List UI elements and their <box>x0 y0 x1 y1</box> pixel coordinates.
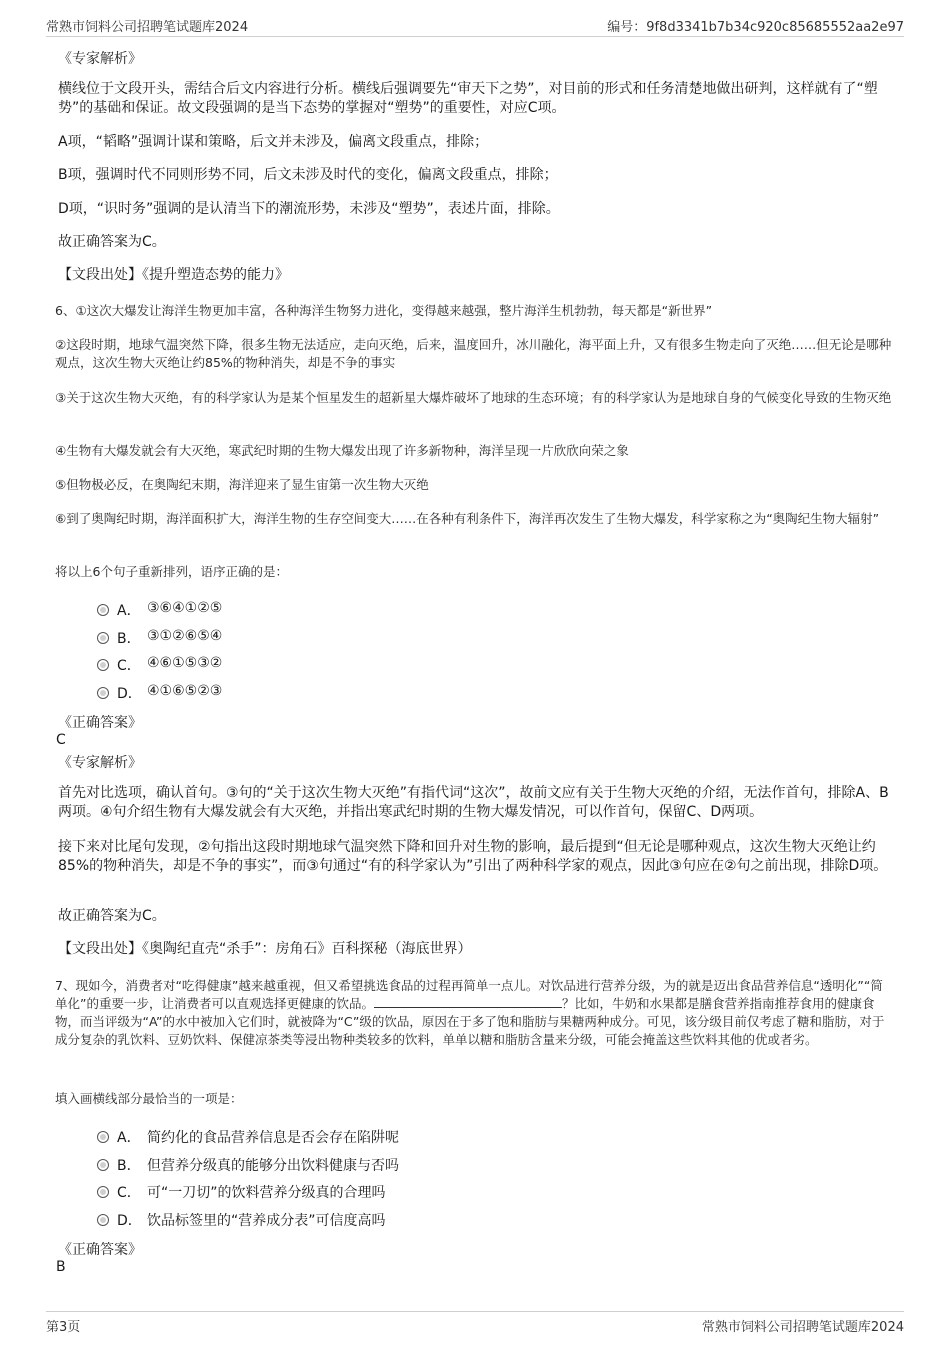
option-letter: B． <box>117 1158 141 1174</box>
radio-button[interactable] <box>97 659 109 671</box>
radio-button[interactable] <box>97 1159 109 1171</box>
option-text: 但营养分级真的能够分出饮料健康与否吗 <box>147 1158 399 1174</box>
q5-analysis-option-d: D项，“识时务”强调的是认清当下的潮流形势，未涉及“塑势”，表述片面，排除。 <box>58 201 560 217</box>
q6-analysis-label: 《专家解析》 <box>58 755 142 771</box>
option-letter: C． <box>117 658 141 674</box>
q5-source: 【文段出处】《提升塑造态势的能力》 <box>58 267 289 283</box>
q6-sentence-2: ②这段时期，地球气温突然下降，很多生物无法适应，走向灭绝，后来，温度回升，冰川融化，海平面上升，又有很多生物走向了灭绝……但无论是哪种观点，这次生物大灭绝让约85%的物种消失，却是不争的事实 <box>55 337 892 370</box>
page-footer <box>46 1311 904 1336</box>
page-header <box>46 14 904 37</box>
radio-button[interactable] <box>97 1214 109 1226</box>
q6-source: 【文段出处】《奥陶纪直壳“杀手”：房角石》百科探秘（海底世界） <box>58 941 472 957</box>
radio-button[interactable] <box>97 1131 109 1143</box>
q7-answer: B <box>56 1259 66 1275</box>
footer-title: 常熟市饲料公司招聘笔试题库2024 <box>701 1320 904 1335</box>
q6-answer-label: 《正确答案》 <box>58 715 142 731</box>
q5-conclusion: 故正确答案为C。 <box>58 234 166 250</box>
q6-sentence-3: ③关于这次生物大灭绝，有的科学家认为是某个恒星发生的超新星大爆炸破坏了地球的生态环境；有的科学家认为是地球自身的气候变化导致的生物灭绝 <box>55 390 892 405</box>
q7-stem <box>55 977 895 1049</box>
header-id: 编号：9f8d3341b7b34c920c85685552aa2e97 <box>607 20 904 35</box>
q6-sentence-4: ④生物有大爆发就会有大灭绝，寒武纪时期的生物大爆发出现了许多新物种，海洋呈现一片欣欣向荣之象 <box>55 443 629 458</box>
q6-sentence-6: ⑥到了奥陶纪时期，海洋面积扩大，海洋生物的生存空间变大……在各种有利条件下，海洋再次发生了生物大爆发，科学家称之为“奥陶纪生物大辐射” <box>55 511 880 526</box>
q7-option-b[interactable] <box>97 1155 597 1175</box>
q6-answer: C <box>56 732 66 748</box>
q6-analysis-paragraph-2: 接下来对比尾句发现，②句指出这段时期地球气温突然下降和回升对生物的影响，最后提到“但无论是哪种观点，这次生物大灭绝让约85%的物种消失，却是不争的事实”，而③句通过“有的科学家认为”引出了两种科学家的观点，因此③句应在②句之前出现，排除D项。 <box>58 839 888 874</box>
q5-analysis-label: 《专家解析》 <box>58 51 142 67</box>
q7-option-c[interactable] <box>97 1182 597 1202</box>
radio-button[interactable] <box>97 687 109 699</box>
option-text: 饮品标签里的“营养成分表”可信度高吗 <box>147 1213 386 1229</box>
q7-stem-after-blank: ？比如，牛奶和水果都是膳食营养指南推荐食用的健康食物，而当评级为“A”的水中被加入它们时，就被降为“C”级的饮品，原因在于多了饱和脂肪与果糖两种成分。可见，该分级目前仅考虑了糖和脂肪，对于成分复杂的乳饮料、豆奶饮料、保健凉茶类等浸出物种类较多的饮料，单单以糖和脂肪含量来分级，可能会掩盖这些饮料其他的优或者劣。 <box>55 996 885 1047</box>
q6-sentence-5: ⑤但物极必反，在奥陶纪末期，海洋迎来了显生宙第一次生物大灭绝 <box>55 477 429 492</box>
option-text: ③①②⑥⑤④ <box>147 628 223 644</box>
option-text: ④⑥①⑤③② <box>147 655 223 671</box>
q7-option-a[interactable] <box>97 1127 597 1147</box>
option-text: ④①⑥⑤②③ <box>147 683 223 699</box>
option-text: 简约化的食品营养信息是否会存在陷阱呢 <box>147 1130 399 1146</box>
q5-analysis-option-b: B项，强调时代不同则形势不同，后文未涉及时代的变化，偏离文段重点，排除； <box>58 167 558 183</box>
option-letter: A． <box>117 1130 141 1146</box>
q7-stem-before-blank: 7、现如今，消费者对“吃得健康”越来越重视，但又希望挑选食品的过程再简单一点儿。对饮品进行营养分级，为的就是迈出食品营养信息“透明化”“简单化”的重要一步，让消费者可以直观选择更健康的饮品。 <box>55 978 883 1011</box>
page-number: 第3页 <box>46 1320 81 1335</box>
q7-answer-label: 《正确答案》 <box>58 1242 142 1258</box>
q6-option-c[interactable] <box>97 655 497 675</box>
option-text: ③⑥④①②⑤ <box>147 600 223 616</box>
q7-prompt: 填入画横线部分最恰当的一项是： <box>55 1091 243 1106</box>
option-letter: A． <box>117 603 141 619</box>
q6-sentence-1: 6、①这次大爆发让海洋生物更加丰富，各种海洋生物努力进化，变得越来越强，整片海洋生机勃勃，每天都是“新世界” <box>55 303 713 318</box>
option-letter: D． <box>117 1213 142 1229</box>
q6-prompt: 将以上6个句子重新排列，语序正确的是： <box>55 564 288 579</box>
option-text: 可“一刀切”的饮料营养分级真的合理吗 <box>147 1185 386 1201</box>
q5-analysis-paragraph: 横线位于文段开头，需结合后文内容进行分析。横线后强调要先“审天下之势”，对目前的形式和任务清楚地做出研判，这样就有了“塑势”的基础和保证。故文段强调的是当下态势的掌握对“塑势”的重要性，对应C项。 <box>58 81 878 116</box>
header-title: 常熟市饲料公司招聘笔试题库2024 <box>46 20 249 35</box>
q6-option-b[interactable] <box>97 628 497 648</box>
fill-in-blank-line <box>374 995 562 1008</box>
q6-conclusion: 故正确答案为C。 <box>58 908 166 924</box>
option-letter: C． <box>117 1185 141 1201</box>
q7-option-d[interactable] <box>97 1210 597 1230</box>
option-letter: B． <box>117 631 141 647</box>
q6-analysis-paragraph-1: 首先对比选项，确认首句。③句的“关于这次生物大灭绝”有指代词“这次”，故前文应有关于生物大灭绝的介绍，无法作首句，排除A、B两项。④句介绍生物有大爆发就会有大灭绝，并指出寒武纪时期的生物大爆发情况，可以作首句，保留C、D两项。 <box>58 785 889 820</box>
radio-button[interactable] <box>97 632 109 644</box>
radio-button[interactable] <box>97 1186 109 1198</box>
q5-analysis-option-a: A项，“韬略”强调计谋和策略，后文并未涉及，偏离文段重点，排除； <box>58 134 489 150</box>
q6-option-d[interactable] <box>97 683 497 703</box>
q6-option-a[interactable] <box>97 600 497 620</box>
option-letter: D． <box>117 686 142 702</box>
radio-button[interactable] <box>97 604 109 616</box>
